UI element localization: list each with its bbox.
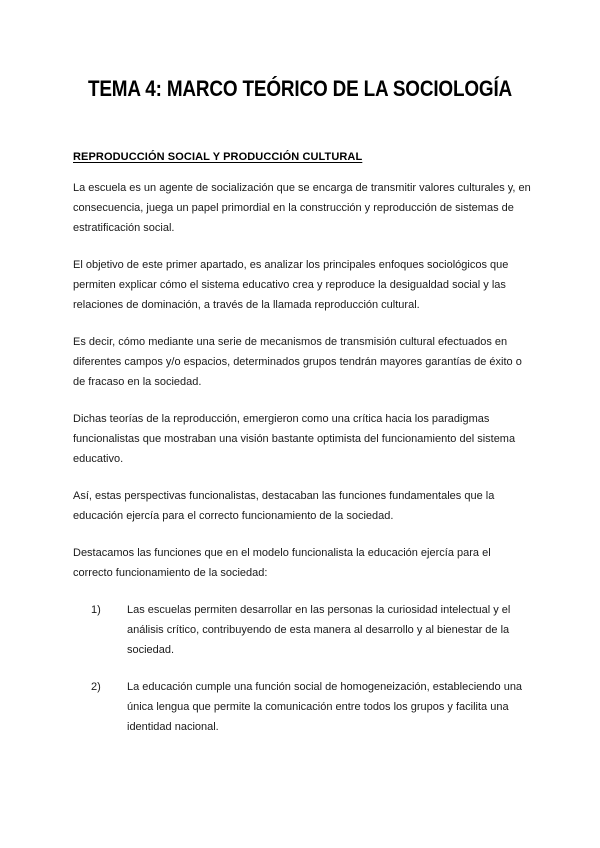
list-item-text: La educación cumple una función social de homogeneización, estableciendo una única lengua que permite la comunicación entre todos los grupos y facilita una identidad nacional. xyxy=(127,681,523,733)
paragraph: Es decir, cómo mediante una serie de mecanismos de transmisión cultural efectuados en diferentes campos y/o espacios, determinados grupos tendrán mayores garantías de éxito o de fracaso en la sociedad. xyxy=(73,336,522,388)
list-item xyxy=(91,600,533,660)
paragraph: Destacamos las funciones que en el modelo funcionalista la educación ejercía para el correcto funcionamiento de la sociedad: xyxy=(73,547,491,579)
paragraph: Dichas teorías de la reproducción, emergieron como una crítica hacia los paradigmas funcionalistas que mostraban una visión bastante optimista del funcionamiento del sistema educativo. xyxy=(73,413,516,465)
functions-list xyxy=(73,600,533,737)
list-item xyxy=(91,677,533,737)
document-body xyxy=(73,178,533,754)
page-title: TEMA 4: MARCO TEÓRICO DE LA SOCIOLOGÍA xyxy=(87,76,513,101)
list-item-number: 1) xyxy=(91,604,101,616)
paragraph: Así, estas perspectivas funcionalistas, destacaban las funciones fundamentales que la educación ejercía para el correcto funcionamiento de la sociedad. xyxy=(73,490,495,522)
paragraph: El objetivo de este primer apartado, es analizar los principales enfoques sociológicos que permiten explicar cómo el sistema educativo crea y reproduce la desigualdad social y las relaciones de dominación, a través de la llamada reproducción cultural. xyxy=(73,259,509,311)
section-heading: REPRODUCCIÓN SOCIAL Y PRODUCCIÓN CULTURAL xyxy=(73,151,363,163)
list-item-number: 2) xyxy=(91,681,101,693)
list-item-text: Las escuelas permiten desarrollar en las personas la curiosidad intelectual y el análisis crítico, contribuyendo de esta manera al desarrollo y al bienestar de la sociedad. xyxy=(127,604,511,656)
paragraph: La escuela es un agente de socialización que se encarga de transmitir valores culturales y, en consecuencia, juega un papel primordial en la construcción y reproducción de sistemas de estratificación social. xyxy=(73,182,531,234)
